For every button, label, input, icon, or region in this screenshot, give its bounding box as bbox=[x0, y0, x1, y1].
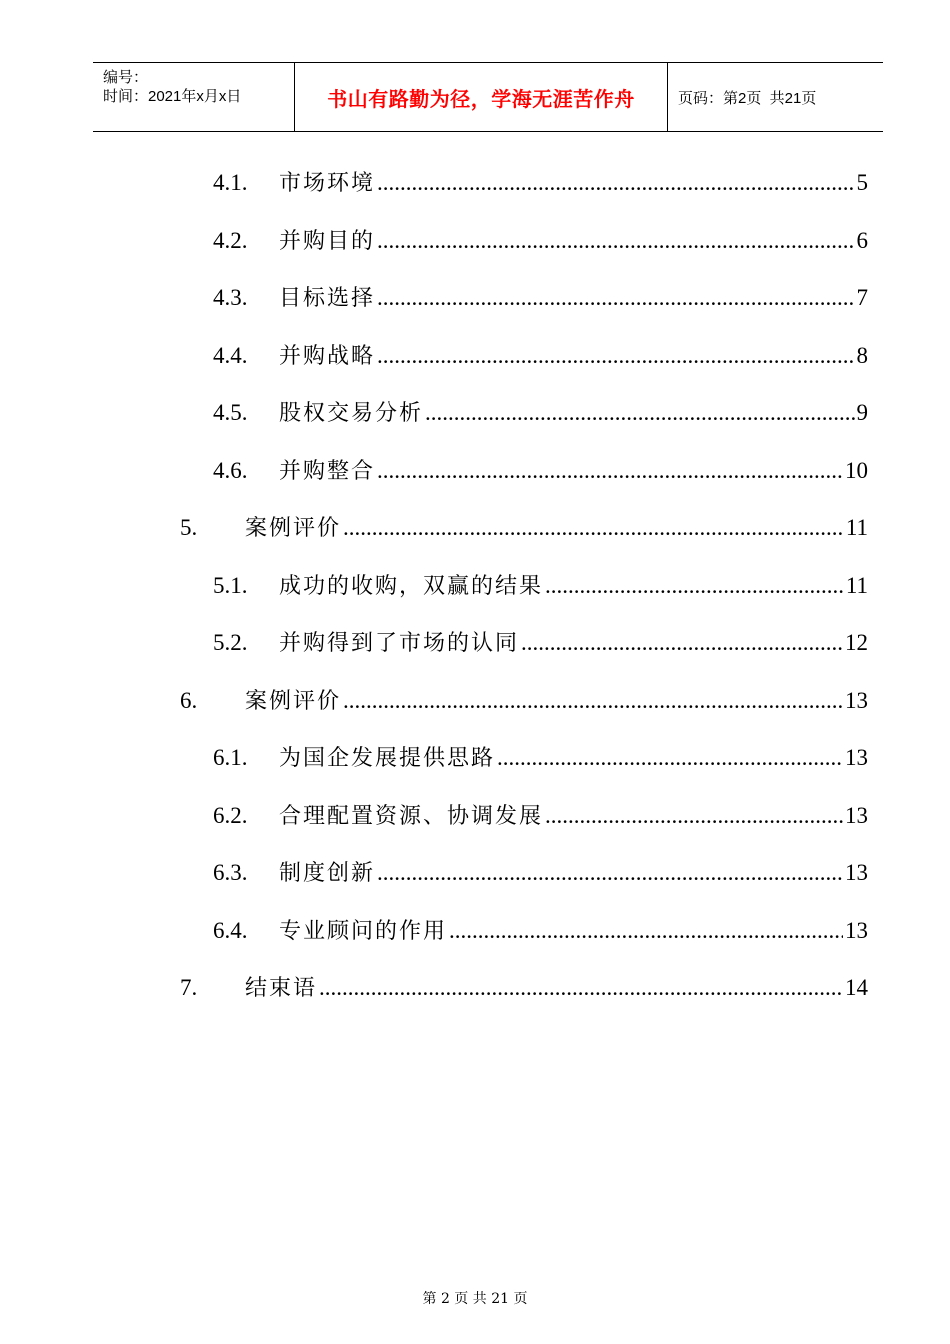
toc-entry[interactable] bbox=[213, 282, 868, 314]
toc-dot-leader bbox=[377, 340, 854, 372]
toc-entry[interactable] bbox=[213, 455, 868, 487]
toc-entry-page: 6 bbox=[856, 228, 868, 253]
toc-dot-leader bbox=[425, 397, 854, 429]
toc-dot-leader bbox=[545, 800, 843, 832]
document-number-label: 编号： bbox=[103, 69, 149, 86]
toc-dot-leader bbox=[377, 282, 854, 314]
toc-entry-title: 合理配置资源、协调发展 bbox=[279, 804, 544, 829]
toc-entry[interactable] bbox=[213, 167, 868, 199]
header-meta-cell bbox=[93, 63, 295, 131]
toc-dot-leader bbox=[377, 167, 854, 199]
toc-dot-leader bbox=[343, 512, 844, 544]
toc-entry[interactable] bbox=[213, 225, 868, 257]
toc-entry-page: 13 bbox=[845, 803, 868, 828]
toc-entry-title: 目标选择 bbox=[279, 286, 376, 311]
toc-entry-page: 8 bbox=[856, 343, 868, 368]
toc-entry[interactable] bbox=[213, 570, 868, 602]
toc-entry-number: 4.6. bbox=[213, 458, 248, 483]
toc-entry-number: 6.2. bbox=[213, 803, 248, 828]
toc-entry-title: 专业顾问的作用 bbox=[279, 919, 448, 944]
toc-dot-leader bbox=[449, 915, 843, 947]
toc-entry[interactable] bbox=[213, 340, 868, 372]
toc-entry-number: 4.5. bbox=[213, 400, 248, 425]
toc-entry-page: 13 bbox=[845, 918, 868, 943]
header-page-cell bbox=[668, 63, 883, 131]
toc-entry[interactable] bbox=[213, 627, 868, 659]
toc-entry-page: 11 bbox=[845, 515, 868, 540]
toc-entry-title: 案例评价 bbox=[245, 516, 342, 541]
toc-entry-number: 4.3. bbox=[213, 285, 248, 310]
toc-dot-leader bbox=[521, 627, 843, 659]
toc-entry-page: 14 bbox=[845, 975, 868, 1000]
toc-entry-number: 5.2. bbox=[213, 630, 248, 655]
toc-entry-title: 并购目的 bbox=[279, 229, 376, 254]
toc-entry[interactable] bbox=[213, 857, 868, 889]
toc-entry-title: 为国企发展提供思路 bbox=[279, 746, 496, 771]
toc-entry-number: 5. bbox=[180, 515, 198, 540]
toc-entry-number: 6. bbox=[180, 688, 198, 713]
toc-dot-leader bbox=[545, 570, 844, 602]
toc-entry-number: 6.1. bbox=[213, 745, 248, 770]
toc-entry-number: 4.1. bbox=[213, 170, 248, 195]
toc-entry-title: 股权交易分析 bbox=[279, 401, 424, 426]
toc-entry-title: 市场环境 bbox=[279, 171, 376, 196]
toc-entry-page: 5 bbox=[856, 170, 868, 195]
toc-dot-leader bbox=[343, 685, 843, 717]
toc-entry-page: 7 bbox=[856, 285, 868, 310]
toc-entry-number: 6.4. bbox=[213, 918, 248, 943]
toc-entry-page: 12 bbox=[845, 630, 868, 655]
toc-entry-title: 制度创新 bbox=[279, 861, 376, 886]
toc-entry-number: 4.2. bbox=[213, 228, 248, 253]
toc-entry[interactable] bbox=[213, 915, 868, 947]
toc-entry-page: 13 bbox=[845, 688, 868, 713]
toc-entry-title: 成功的收购，双赢的结果 bbox=[279, 574, 544, 599]
toc-entry-title: 并购得到了市场的认同 bbox=[279, 631, 520, 656]
toc-entry-page: 13 bbox=[845, 745, 868, 770]
header-motto: 书山有路勤为径，学海无涯苦作舟 bbox=[327, 86, 635, 111]
toc-entry[interactable] bbox=[213, 397, 868, 429]
toc-dot-leader bbox=[377, 857, 843, 889]
page-header bbox=[93, 62, 883, 132]
footer-page-number: 第 2 页 共 21 页 bbox=[422, 1291, 528, 1307]
toc-dot-leader bbox=[377, 225, 854, 257]
toc-entry-number: 4.4. bbox=[213, 343, 248, 368]
toc-entry-page: 10 bbox=[845, 458, 868, 483]
toc-entry-title: 结束语 bbox=[245, 976, 318, 1001]
toc-entry-title: 案例评价 bbox=[245, 689, 342, 714]
toc-entry-page: 13 bbox=[845, 860, 868, 885]
header-page-label: 页码：第2页 共21页 bbox=[678, 89, 817, 107]
toc-entry-page: 11 bbox=[845, 573, 868, 598]
toc-dot-leader bbox=[377, 455, 843, 487]
toc-entry[interactable] bbox=[180, 685, 868, 717]
toc-dot-leader bbox=[319, 972, 843, 1004]
toc-entry-number: 6.3. bbox=[213, 860, 248, 885]
toc-entry[interactable] bbox=[213, 742, 868, 774]
toc-entry[interactable] bbox=[180, 972, 868, 1004]
header-motto-cell bbox=[295, 63, 668, 131]
toc-entry-page: 9 bbox=[856, 400, 868, 425]
toc-entry-title: 并购战略 bbox=[279, 344, 376, 369]
toc-entry-title: 并购整合 bbox=[279, 459, 376, 484]
toc-entry[interactable] bbox=[180, 512, 868, 544]
toc-dot-leader bbox=[497, 742, 843, 774]
page-footer bbox=[0, 1288, 950, 1308]
toc-entry[interactable] bbox=[213, 800, 868, 832]
toc-entry-number: 5.1. bbox=[213, 573, 248, 598]
toc-entry-number: 7. bbox=[180, 975, 198, 1000]
document-time-label: 时间：2021年x月x日 bbox=[103, 88, 242, 105]
